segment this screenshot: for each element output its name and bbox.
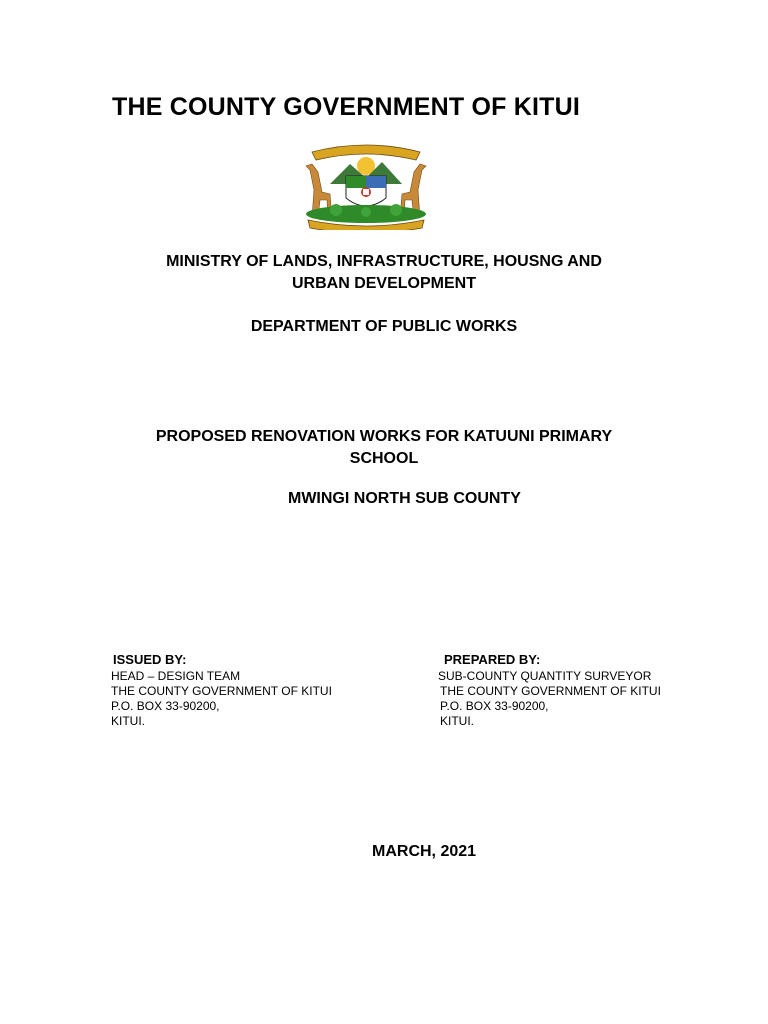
ministry-heading <box>0 251 768 295</box>
document-date: MARCH, 2021 <box>372 843 477 860</box>
issued-by-line: P.O. BOX 33-90200, <box>111 699 220 713</box>
prepared-by-line: P.O. BOX 33-90200, <box>440 699 549 713</box>
project-line-1: PROPOSED RENOVATION WORKS FOR KATUUNI PRIMARY <box>155 428 613 445</box>
department-heading: DEPARTMENT OF PUBLIC WORKS <box>250 318 518 335</box>
issued-by-line: HEAD – DESIGN TEAM <box>111 669 241 683</box>
ministry-line-1: MINISTRY OF LANDS, INFRASTRUCTURE, HOUSNG AND <box>166 253 602 270</box>
document-title: THE COUNTY GOVERNMENT OF KITUI <box>112 93 581 121</box>
prepared-by-line: SUB-COUNTY QUANTITY SURVEYOR <box>438 669 652 683</box>
project-line-2: SCHOOL <box>349 450 419 467</box>
issued-by-heading: ISSUED BY: <box>113 652 187 667</box>
ministry-line-2: URBAN DEVELOPMENT <box>291 275 476 292</box>
issued-by-block <box>111 652 332 729</box>
prepared-by-line: THE COUNTY GOVERNMENT OF KITUI <box>440 684 661 698</box>
prepared-by-heading: PREPARED BY: <box>444 652 541 667</box>
prepared-by-block <box>438 652 661 729</box>
prepared-by-line: KITUI. <box>440 714 475 728</box>
county-seal-icon <box>290 140 442 230</box>
sub-county-heading: MWINGI NORTH SUB COUNTY <box>288 490 521 507</box>
issued-by-line: KITUI. <box>111 714 146 728</box>
project-heading <box>0 426 768 470</box>
issued-by-line: THE COUNTY GOVERNMENT OF KITUI <box>111 684 332 698</box>
